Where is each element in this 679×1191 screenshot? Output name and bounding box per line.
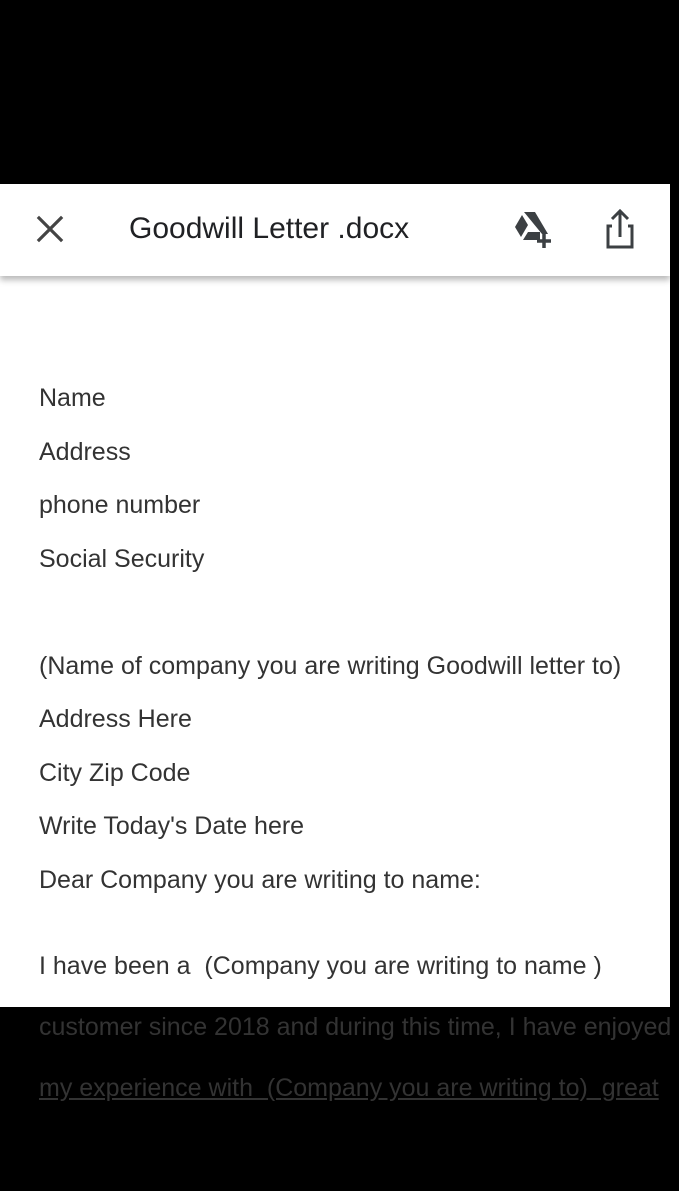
doc-line-date: Write Today's Date here [39, 812, 305, 840]
doc-line-name: Name [39, 384, 106, 412]
close-button[interactable] [26, 206, 74, 254]
document-title: Goodwill Letter .docx [129, 212, 410, 245]
share-button[interactable] [597, 206, 643, 254]
doc-line-company-address: Address Here [39, 705, 192, 733]
doc-line-ssn: Social Security [39, 545, 205, 573]
app-screen [0, 184, 672, 1102]
top-app-bar [0, 184, 670, 276]
doc-line-address: Address [39, 438, 131, 466]
doc-line-city-zip: City Zip Code [39, 759, 191, 787]
close-icon [26, 206, 74, 254]
doc-line-salutation: Dear Company you are writing to name: [39, 866, 481, 894]
document-content[interactable] [0, 276, 672, 1102]
drive-add-icon [508, 206, 558, 254]
doc-body-paragraph [39, 920, 679, 1134]
doc-line-phone: phone number [39, 491, 201, 519]
add-to-drive-button[interactable] [508, 206, 558, 254]
share-icon [597, 206, 643, 254]
paragraph-line-3: my experience with (Company you are writing to) great [39, 1073, 659, 1102]
paragraph-line-1: I have been a (Company you are writing to name ) [39, 951, 602, 980]
doc-line-company: (Name of company you are writing Goodwill letter to) [39, 652, 622, 680]
paragraph-line-2: customer since 2018 and during this time, I have enjoyed [39, 1012, 672, 1041]
